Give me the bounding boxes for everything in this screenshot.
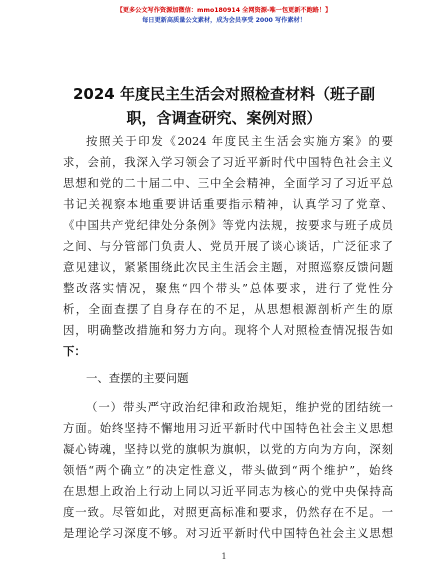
subsection-line: 凝心铸魂，坚持以党的旗帜为旗帜，以党的方向为方向，深刻 xyxy=(63,442,393,456)
subsection-line: 是理论学习深度不够。对习近平新时代中国特色社会主义思想 xyxy=(63,526,393,540)
intro-line: 《中国共产党纪律处分条例》等党内法规，按要求与班子成员 xyxy=(63,218,393,232)
intro-line: 意见建议，紧紧围绕此次民主生活会主题，对照巡察反馈问题 xyxy=(63,260,393,274)
intro-line: 因，明确整改措施和努力方向。现将个人对照检查情况报告如 xyxy=(63,323,393,337)
subsection-line: 领悟“两个确立”的决定性意义，带头做到“两个维护”，始终 xyxy=(63,463,393,477)
title-line-1: 2024 年度民主生活会对照检查材料（班子副 xyxy=(73,85,375,103)
document-title xyxy=(48,82,400,130)
intro-line: 整改落实情况，聚焦“四个带头”总体要求，进行了党性分 xyxy=(63,281,393,295)
subsection-line: （一）带头严守政治纪律和政治规矩，维护党的团结统一 xyxy=(86,400,393,414)
intro-line: 析，全面查摆了自身存在的不足，从思想根源剖析产生的原 xyxy=(63,302,393,316)
promo-banner-line-1: 【更多公文写作资源加微信：mmo180914 全网资源-唯一包更新不跑路！】 xyxy=(116,7,332,14)
subsection-line: 度一致。尽管如此，对照更高标准和要求，仍然存在不足。一 xyxy=(63,505,393,519)
page-number: 1 xyxy=(221,552,227,561)
promo-banner-line-2: 每日更新高质量公文素材，成为会员享受 2000 写作素材！ xyxy=(142,17,306,24)
intro-line: 求，会前，我深入学习领会了习近平新时代中国特色社会主义 xyxy=(63,155,393,169)
intro-line: 思想和党的二十届二中、三中全会精神，全面学习了习近平总 xyxy=(63,176,393,190)
intro-line: 按照关于印发《2024 年度民主生活会实施方案》的要 xyxy=(86,134,393,148)
intro-line: 下： xyxy=(63,344,86,358)
subsection-line: 方面。始终坚持不懈地用习近平新时代中国特色社会主义思想 xyxy=(63,421,393,435)
title-line-2: 职，含调查研究、案例对照） xyxy=(126,109,322,127)
section-heading: 一、查摆的主要问题 xyxy=(86,371,189,385)
intro-line: 书记关视察本地重要讲话重要指示精神，认真学习了党章、 xyxy=(63,197,393,211)
intro-line: 之间、与分管部门负责人、党员开展了谈心谈话，广泛征求了 xyxy=(63,239,393,253)
subsection-line: 在思想上政治上行动上同以习近平同志为核心的党中央保持高 xyxy=(63,484,393,498)
